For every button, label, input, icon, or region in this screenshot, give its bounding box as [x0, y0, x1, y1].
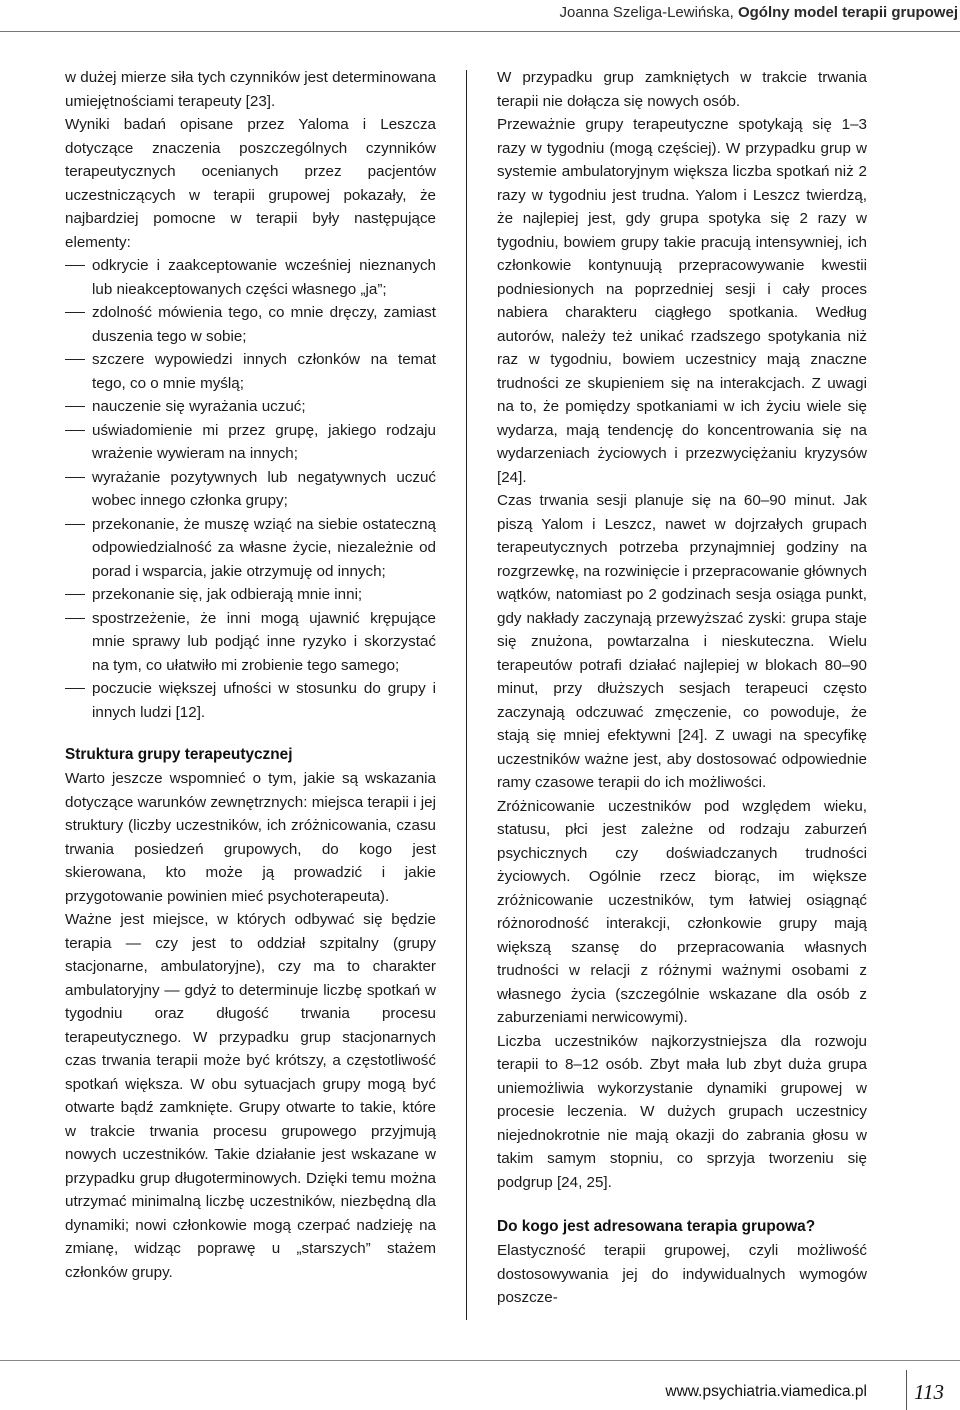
list-item: odkrycie i zaakceptowanie wcześniej nieznanych lub nieakceptowanych części własnego „ja”;: [65, 254, 436, 301]
list-item: zdolność mówienia tego, co mnie dręczy, zamiast duszenia tego w sobie;: [65, 301, 436, 348]
column-divider: [466, 70, 467, 1320]
footer-rule: [0, 1360, 960, 1361]
footer-url: www.psychiatria.viamedica.pl: [665, 1383, 867, 1400]
section-heading: Struktura grupy terapeutycznej: [65, 746, 293, 763]
paragraph: w dużej mierze siła tych czynników jest determinowana umiejętnościami terapeuty [23].: [65, 69, 436, 110]
paragraph: Zróżnicowanie uczestników pod względem wieku, statusu, płci jest zależne od rodzaju zaburzeń psychicznych czy doświadczanych trudności życiowych. Ogólnie rzecz biorąc, im większe zróżnicowanie uczestników, tym łatwiej osiągnąć różnorodność interakcji, członkowie grupy mają większą szansę do przepracowania własnych trudności w relacji z różnymi ważnymi osobami z własnego życia (szczególnie wskazane dla osób z zaburzeniami nerwicowymi).: [497, 797, 867, 1026]
section-heading: Do kogo jest adresowana terapia grupowa?: [497, 1218, 816, 1235]
running-header: [0, 0, 960, 32]
paragraph: Warto jeszcze wspomnieć o tym, jakie są wskazania dotyczące warunków zewnętrznych: miejsca terapii i jej struktury (liczby uczestników, ich zróżnicowania, czasu trwania posiedzeń grupowych, do kogo jest skierowana, kto może ją prowadzić i jakie przygotowanie powinien mieć psychoterapeuta).: [65, 770, 436, 905]
list-item: spostrzeżenie, że inni mogą ujawnić krępujące mnie sprawy lub podjąć inne ryzyko i skorzystać na tym, co ułatwiło mi zrobienie tego samego;: [65, 607, 436, 678]
list-item: uświadomienie mi przez grupę, jakiego rodzaju wrażenie wywieram na innych;: [65, 419, 436, 466]
list-item: szczere wypowiedzi innych członków na temat tego, co o mnie myślą;: [65, 348, 436, 395]
left-column: [65, 66, 436, 1284]
footer-divider: [906, 1370, 907, 1410]
paragraph: Ważne jest miejsce, w których odbywać się będzie terapia — czy jest to oddział szpitalny (grupy stacjonarne, ambulatoryjne), czy ma to charakter ambulatoryjny — gdyż to determinuje liczbę spotkań w tygodniu oraz długość trwania procesu terapeutycznego. W przypadku grup stacjonarnych czas trwania terapii może być krótszy, a częstotliwość spotkań większa. W obu sytuacjach grupy mogą być otwarte bądź zamknięte. Grupy otwarte to takie, które w trakcie trwania procesu grupowego przyjmują nowych uczestników. Takie działanie jest wskazane w przypadku grup długoterminowych. Dzięki temu można utrzymać minimalną liczbę uczestników, niezbędną dla dynamiki; nowi członkowie mogą czerpać nadzieję na zmianę, widząc poprawę u „starszych” stażem członków grupy.: [65, 911, 436, 1281]
paragraph: Przeważnie grupy terapeutyczne spotykają się 1–3 razy w tygodniu (mogą częściej). W przypadku grup w systemie ambulatoryjnym większa liczba spotkań niż 2 razy w tygodniu jest trudna. Yalom i Leszcz twierdzą, że najlepiej jest, gdy grupa spotyka się 2 razy w tygodniu, bowiem grupy takie pracują intensywniej, ich członkowie kontynuują przepracowywanie kwestii podniesionych na poprzedniej sesji i cały proces nabiera charakteru ciągłego spotkania. Według autorów, należy też unikać rzadszego spotykania niż raz w tygodniu, bowiem uczestnicy mają znaczne trudności ze skupieniem się na interakcjach. Z uwagi na to, że pomiędzy spotkaniami w ich życiu wiele się wydarza, mają tendencję do koncentrowania się na wydarzeniach życiowych i przezwyciężaniu kryzysów [24].: [497, 116, 867, 486]
list-item: nauczenie się wyrażania uczuć;: [65, 395, 436, 419]
list-item: przekonanie się, jak odbierają mnie inni;: [65, 583, 436, 607]
paragraph: Czas trwania sesji planuje się na 60–90 minut. Jak piszą Yalom i Leszcz, nawet w dojrzałych grupach terapeutycznych potrzeba przynajmniej godziny na rozgrzewkę, na rozwinięcie i przepracowanie głównych wątków, natomiast po 2 godzinach sesja osiąga punkt, gdy nakłady zaczynają przewyższać zyski: grupa staje się znużona, powtarzalna i nieskuteczna. Wielu terapeutów potrafi działać najlepiej w blokach 80–90 minut, przy dłuższych sesjach terapeuci często zaczynają odczuwać zmęczenie, co powoduje, że stają się mniej efektywni [24]. Z uwagi na specyfikę uczestników ważne jest, aby dostosować odpowiednie ramy czasowe terapii do ich możliwości.: [497, 492, 867, 791]
paragraph: Liczba uczestników najkorzystniejsza dla rozwoju terapii to 8–12 osób. Zbyt mała lub zbyt duża grupa uniemożliwia wykorzystanie dynamiki grupowej w procesie leczenia. W dużych grupach uczestnicy niejednokrotnie nie mają okazji do zabrania głosu w takim samym stopniu, co sprzyja tworzeniu się podgrup [24, 25].: [497, 1032, 867, 1191]
paragraph: Wyniki badań opisane przez Yaloma i Leszcza dotyczące znaczenia poszczególnych czynników terapeutycznych ocenianych przez pacjentów uczestniczących w terapii grupowej pokazały, że najbardziej pomocne w terapii były następujące elementy:: [65, 116, 436, 251]
right-column: [497, 66, 867, 1310]
list-item: wyrażanie pozytywnych lub negatywnych uczuć wobec innego członka grupy;: [65, 466, 436, 513]
paragraph: W przypadku grup zamkniętych w trakcie trwania terapii nie dołącza się nowych osób.: [497, 69, 867, 110]
header-rule: [0, 31, 960, 32]
list-item: przekonanie, że muszę wziąć na siebie ostateczną odpowiedzialność za własne życie, niezależnie od porad i wsparcia, jakie otrzymuję od innych;: [65, 513, 436, 584]
header-text: [560, 4, 958, 21]
findings-list: [65, 254, 436, 724]
list-item: poczucie większej ufności w stosunku do grupy i innych ludzi [12].: [65, 677, 436, 724]
header-authors: Joanna Szeliga-Lewińska,: [559, 4, 734, 21]
paragraph: Elastyczność terapii grupowej, czyli możliwość dostosowywania jej do indywidualnych wymogów poszcze-: [497, 1242, 867, 1306]
page-number: 113: [914, 1380, 944, 1404]
header-article-title: Ogólny model terapii grupowej: [737, 4, 958, 21]
